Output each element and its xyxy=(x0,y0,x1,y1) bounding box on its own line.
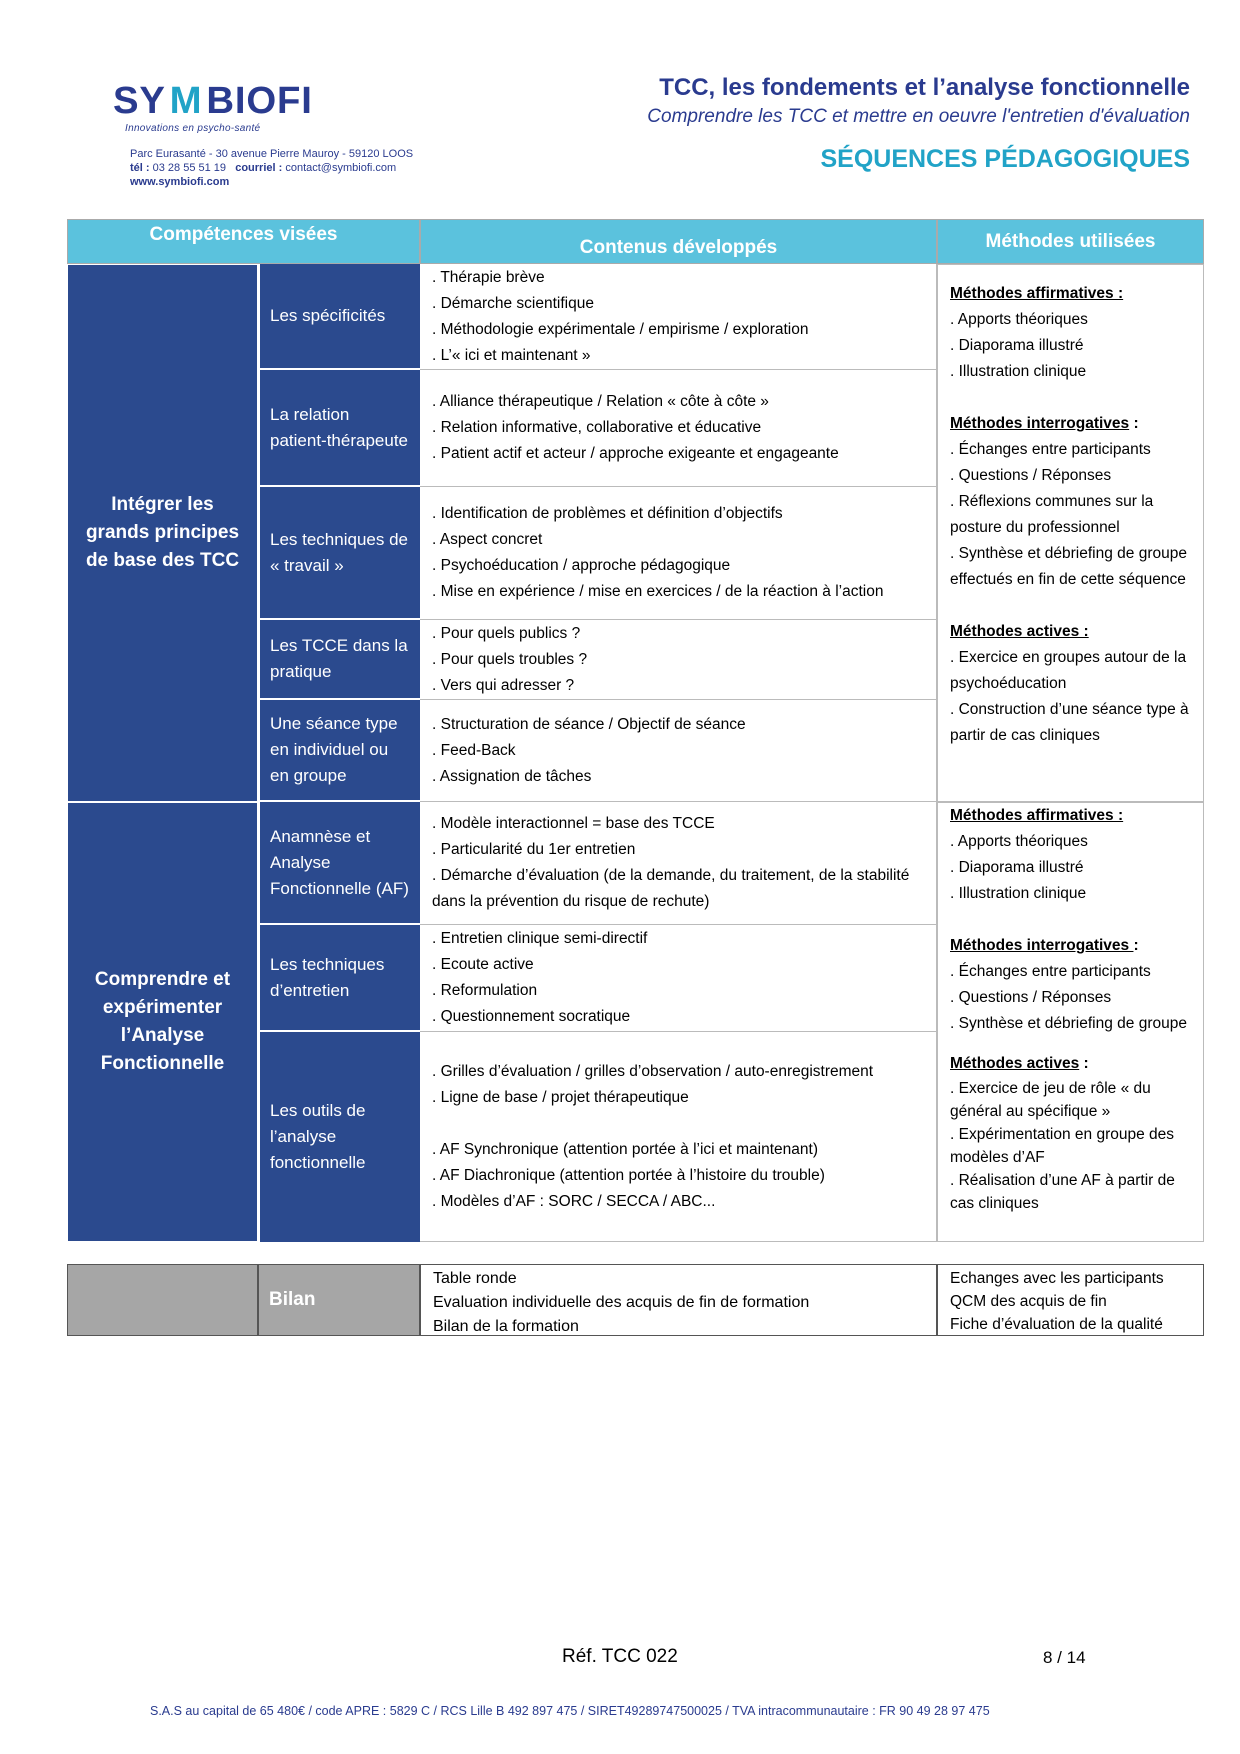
method-item: . Questions / Réponses xyxy=(950,467,1112,484)
content-specificites xyxy=(420,264,937,370)
bilan-content-line: Bilan de la formation xyxy=(433,1318,579,1335)
address-line: Parc Eurasanté - 30 avenue Pierre Mauroy - 59120 LOOS xyxy=(130,148,414,160)
bilan-empty-cell xyxy=(67,1264,258,1336)
content-line: . Particularité du 1er entretien xyxy=(432,841,636,858)
sub-anamnese: Anamnèse et Analyse Fonctionnelle (AF) xyxy=(258,802,420,925)
legal-mentions: S.A.S au capital de 65 480€ / code APRE : 5829 C / RCS Lille B 492 897 475 / SIRET49289747500025 / TVA intracommunautaire : FR 90 49 28 97 475 xyxy=(150,1704,990,1718)
methods-active-colon: : xyxy=(1079,1055,1089,1072)
method-item: . Apports théoriques xyxy=(950,311,1088,328)
content-line: . Ligne de base / projet thérapeutique xyxy=(432,1088,689,1106)
content-line: . Mise en expérience / mise en exercices / de la réaction à l’action xyxy=(432,583,884,600)
bilan-content-line: Evaluation individuelle des acquis de fin de formation xyxy=(433,1294,810,1311)
content-line: . L’« ici et maintenant » xyxy=(432,346,591,364)
content-outils-analyse xyxy=(420,1032,937,1242)
page-number: 8 / 14 xyxy=(1043,1648,1086,1667)
content-line: . Grilles d’évaluation / grilles d’observation / auto-enregistrement xyxy=(432,1062,874,1080)
methods-active-title: Méthodes actives xyxy=(950,1055,1080,1072)
content-line: . Modèle interactionnel = base des TCCE xyxy=(432,815,715,832)
content-line: . Entretien clinique semi-directif xyxy=(432,930,648,947)
content-line: . Démarche scientifique xyxy=(432,294,594,312)
competence-block-1: Intégrer les grands principes de base des TCC xyxy=(67,264,258,802)
content-line: . Feed-Back xyxy=(432,741,516,759)
method-item: . Illustration clinique xyxy=(950,363,1087,380)
method-item: . Construction d’une séance type à partir de cas cliniques xyxy=(950,701,1189,744)
content-line: . Démarche d’évaluation (de la demande, du traitement, de la stabilité dans la prévention du risque de rechute) xyxy=(432,867,910,910)
website: www.symbiofi.com xyxy=(130,176,230,188)
content-line: . Pour quels publics ? xyxy=(432,624,581,642)
sub-seance-type: Une séance type en individuel ou en groupe xyxy=(258,700,420,802)
bilan-method-line: QCM des acquis de fin xyxy=(950,1293,1107,1310)
content-line: . Vers qui adresser ? xyxy=(432,676,575,694)
method-item: . Réalisation d’une AF à partir de cas cliniques xyxy=(950,1172,1175,1212)
content-techniques-entretien xyxy=(420,925,937,1032)
logo-tagline: Innovations en psycho-santé xyxy=(125,123,261,134)
method-item: . Synthèse et débriefing de groupe effectués en fin de cette séquence xyxy=(950,545,1187,588)
content-line: . Aspect concret xyxy=(432,531,543,548)
content-relation xyxy=(420,370,937,487)
sub-techniques-entretien: Les techniques d’entretien xyxy=(258,925,420,1032)
method-item: . Apports théoriques xyxy=(950,833,1088,850)
content-seance-type xyxy=(420,700,937,802)
bilan-methods xyxy=(937,1264,1204,1336)
svg-text:SY: SY xyxy=(113,79,166,122)
methods-active-title: Méthodes actives : xyxy=(950,623,1089,640)
methods-block-2 xyxy=(937,802,1204,1242)
tel-value: 03 28 55 51 19 xyxy=(152,162,227,174)
svg-text:BIOFI: BIOFI xyxy=(206,79,313,122)
methods-interrogative-heading xyxy=(950,411,1191,437)
content-line: . Structuration de séance / Objectif de séance xyxy=(432,715,746,733)
sub-outils-analyse: Les outils de l’analyse fonctionnelle xyxy=(258,1032,420,1242)
email-value: contact@symbiofi.com xyxy=(285,162,397,174)
content-line: . Ecoute active xyxy=(432,956,534,973)
sub-techniques-travail: Les techniques de « travail » xyxy=(258,487,420,620)
sub-relation: La relation patient-thérapeute xyxy=(258,370,420,487)
methods-affirmative-title: Méthodes affirmatives : xyxy=(950,285,1124,302)
content-line: . Pour quels troubles ? xyxy=(432,650,588,668)
content-line: . Alliance thérapeutique / Relation « côte à côte » xyxy=(432,393,769,410)
method-item: . Réflexions communes sur la posture du professionnel xyxy=(950,493,1154,536)
content-line: . AF Synchronique (attention portée à l’ici et maintenant) xyxy=(432,1140,818,1158)
bilan-label: Bilan xyxy=(258,1264,420,1336)
methods-interrogative-colon: : xyxy=(1129,415,1139,432)
content-techniques-travail xyxy=(420,487,937,620)
section-title: SÉQUENCES PÉDAGOGIQUES xyxy=(820,145,1190,173)
document-title: TCC, les fondements et l’analyse fonctionnelle xyxy=(659,74,1190,101)
method-item: . Synthèse et débriefing de groupe xyxy=(950,1015,1187,1032)
email-label: courriel : xyxy=(235,162,283,174)
content-line: . Patient actif et acteur / approche exigeante et engageante xyxy=(432,445,839,462)
document-reference: Réf. TCC 022 xyxy=(562,1646,678,1667)
header-contenus: Contenus développés xyxy=(420,219,937,264)
symbiofi-logo xyxy=(88,78,338,128)
bilan-content xyxy=(420,1264,937,1336)
content-tcce-pratique xyxy=(420,620,937,700)
content-line: . AF Diachronique (attention portée à l’histoire du trouble) xyxy=(432,1166,825,1184)
sub-specificites: Les spécificités xyxy=(258,264,420,370)
tel-label: tél : xyxy=(130,162,150,174)
document-subtitle: Comprendre les TCC et mettre en oeuvre l'entretien d'évaluation xyxy=(647,106,1190,127)
content-line: . Relation informative, collaborative et éducative xyxy=(432,419,762,436)
bilan-method-line: Fiche d’évaluation de la qualité xyxy=(950,1316,1163,1333)
method-item: . Illustration clinique xyxy=(950,885,1087,902)
header-competences: Compétences visées xyxy=(67,219,420,264)
method-item: . Échanges entre participants xyxy=(950,963,1151,980)
methods-interrogative-colon: : xyxy=(1133,937,1139,954)
method-item: . Diaporama illustré xyxy=(950,859,1084,876)
content-line: . Méthodologie expérimentale / empirisme / exploration xyxy=(432,320,809,338)
content-line: . Psychoéducation / approche pédagogique xyxy=(432,557,731,574)
content-line: . Thérapie brève xyxy=(432,268,545,286)
method-item: . Exercice de jeu de rôle « du général au spécifique » xyxy=(950,1080,1151,1120)
method-item: . Diaporama illustré xyxy=(950,337,1084,354)
method-item: . Échanges entre participants xyxy=(950,441,1151,458)
sub-tcce-pratique: Les TCCE dans la pratique xyxy=(258,620,420,700)
content-line: . Modèles d’AF : SORC / SECCA / ABC... xyxy=(432,1192,716,1210)
method-item: . Expérimentation en groupe des modèles d’AF xyxy=(950,1126,1175,1166)
methods-active-heading xyxy=(950,1051,1191,1077)
company-address-block xyxy=(130,147,413,189)
content-line: . Questionnement socratique xyxy=(432,1008,631,1025)
bilan-content-line: Table ronde xyxy=(433,1270,517,1287)
methods-interrogative-title: Méthodes interrogatives xyxy=(950,415,1130,432)
header-methodes: Méthodes utilisées xyxy=(937,219,1204,264)
competence-block-2: Comprendre et expérimenter l’Analyse Fonctionnelle xyxy=(67,802,258,1242)
contact-line xyxy=(130,161,413,175)
svg-text:M: M xyxy=(169,79,202,122)
methods-interrogative-title: Méthodes interrogatives xyxy=(950,937,1134,954)
content-anamnese xyxy=(420,802,937,925)
content-line: . Assignation de tâches xyxy=(432,767,592,785)
method-item: . Questions / Réponses xyxy=(950,989,1112,1006)
methods-affirmative-title: Méthodes affirmatives : xyxy=(950,807,1124,824)
methods-interrogative-heading xyxy=(950,933,1191,959)
content-line: . Identification de problèmes et définition d’objectifs xyxy=(432,505,783,522)
methods-block-1 xyxy=(937,264,1204,802)
method-item: . Exercice en groupes autour de la psychoéducation xyxy=(950,649,1187,692)
content-line: . Reformulation xyxy=(432,982,538,999)
bilan-method-line: Echanges avec les participants xyxy=(950,1270,1164,1287)
